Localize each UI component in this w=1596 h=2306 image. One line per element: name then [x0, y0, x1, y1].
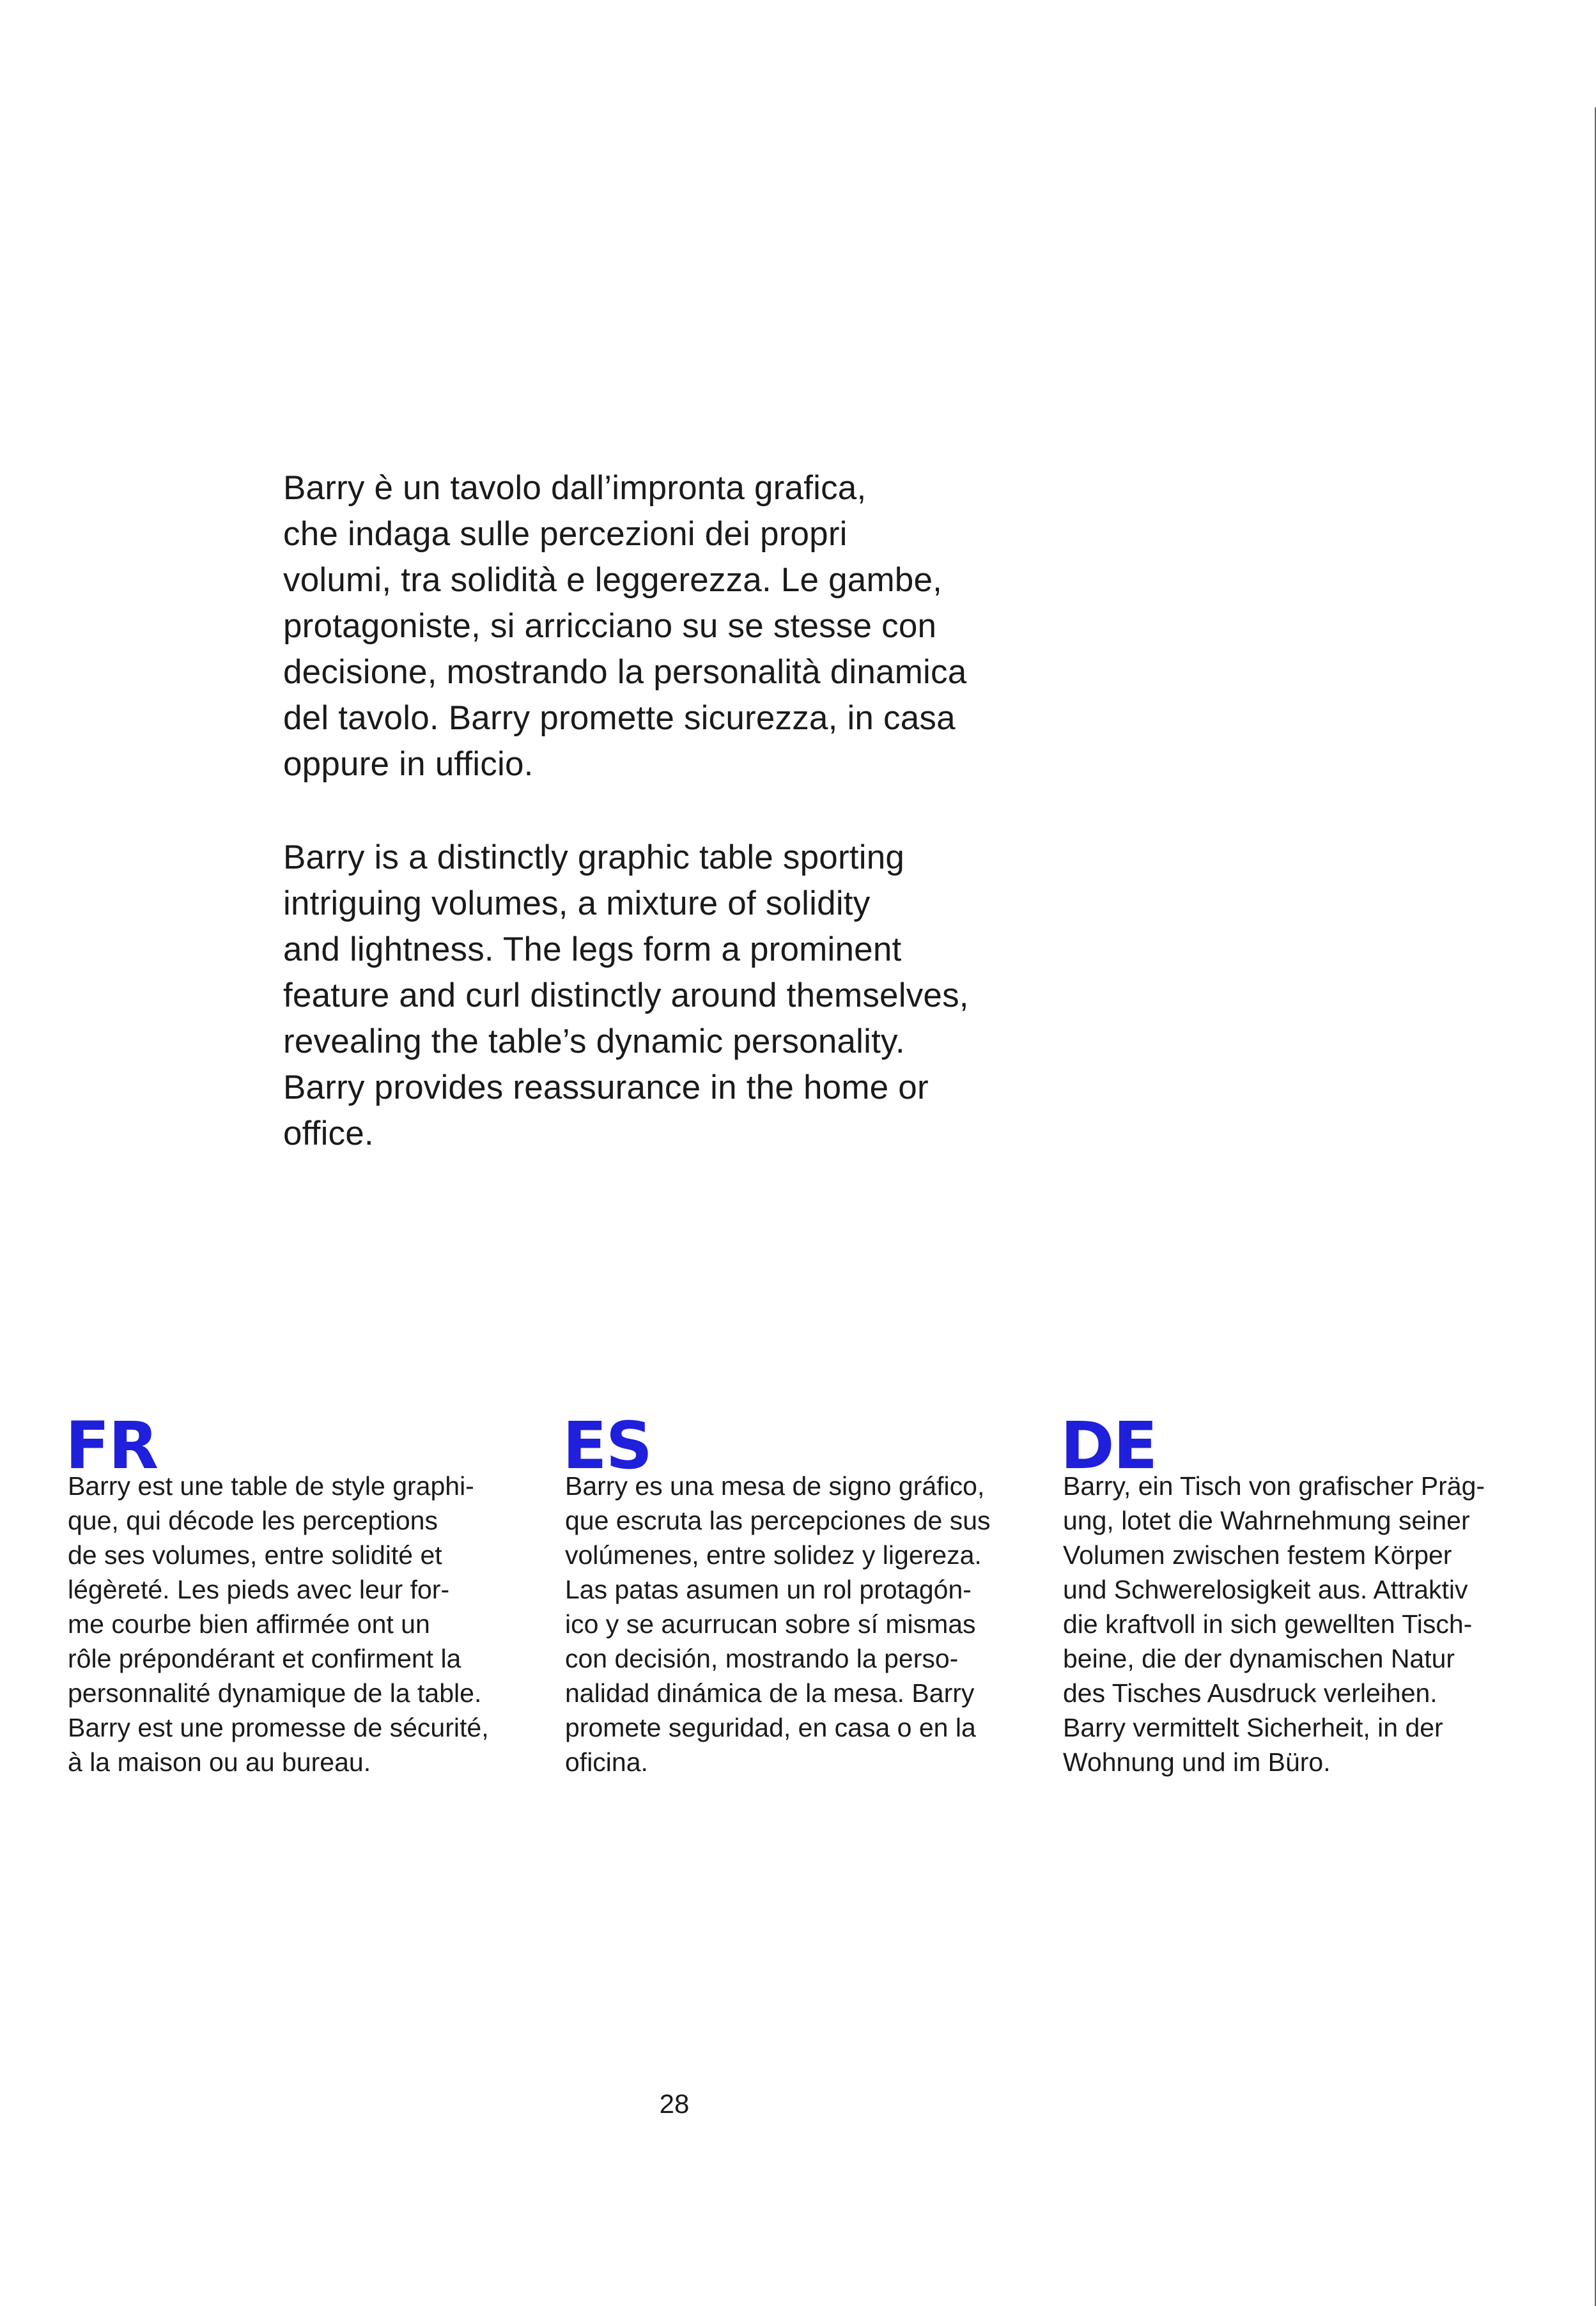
spanish-language-code: ES — [562, 1408, 652, 1484]
english-paragraph: Barry is a distinctly graphic table sporting intriguing volumes, a mixture of solidity and lightness. The legs form a prominent feature and curl distinctly around themselves, revealing the table’s dynamic personality. Barry provides reassurance in the home or office. — [283, 839, 969, 1152]
italian-paragraph: Barry è un tavolo dall’impronta grafica, che indaga sulle percezioni dei propri volumi, tra solidità e leggerezza. Le gambe, protagoniste, si arricciano su se stesse con decisione, mostrando la personalità dinamica del tavolo. Barry promette sicurezza, in casa oppure in ufficio. — [283, 469, 967, 783]
spanish-paragraph: Barry es una mesa de signo gráfico, que escruta las percepciones de sus volúmenes, entre solidez y ligereza. Las patas asumen un rol protagón- ico y se acurrucan sobre sí mismas con decisión, mostrando la perso- nalidad dinámica de la mesa. Barry promete seguridad, en casa o en la oficina. — [565, 1471, 991, 1777]
page-number: 28 — [659, 2089, 690, 2119]
german-column — [1060, 1408, 1530, 1779]
french-column — [65, 1408, 534, 1779]
german-paragraph: Barry, ein Tisch von grafischer Präg- ung, lotet die Wahrnehmung seiner Volumen zwischen festem Körper und Schwerelosigkeit aus. Attraktiv die kraftvoll in sich gewellten Tisch- beine, die der dynamischen Natur des Tisches Ausdruck verleihen. Barry vermittelt Sicherheit, in der Wohnung und im Büro. — [1063, 1471, 1485, 1777]
french-language-code: FR — [65, 1408, 158, 1484]
french-paragraph: Barry est une table de style graphi- que, qui décode les perceptions de ses volumes, entre solidité et légèreté. Les pieds avec leur for- me courbe bien affirmée ont un rôle prépondérant et confirment la personnalité dynamique de la table. Barry est une promesse de sécurité, à la maison ou au bureau. — [68, 1471, 489, 1777]
german-language-code: DE — [1060, 1408, 1157, 1484]
spanish-column — [562, 1408, 1032, 1779]
